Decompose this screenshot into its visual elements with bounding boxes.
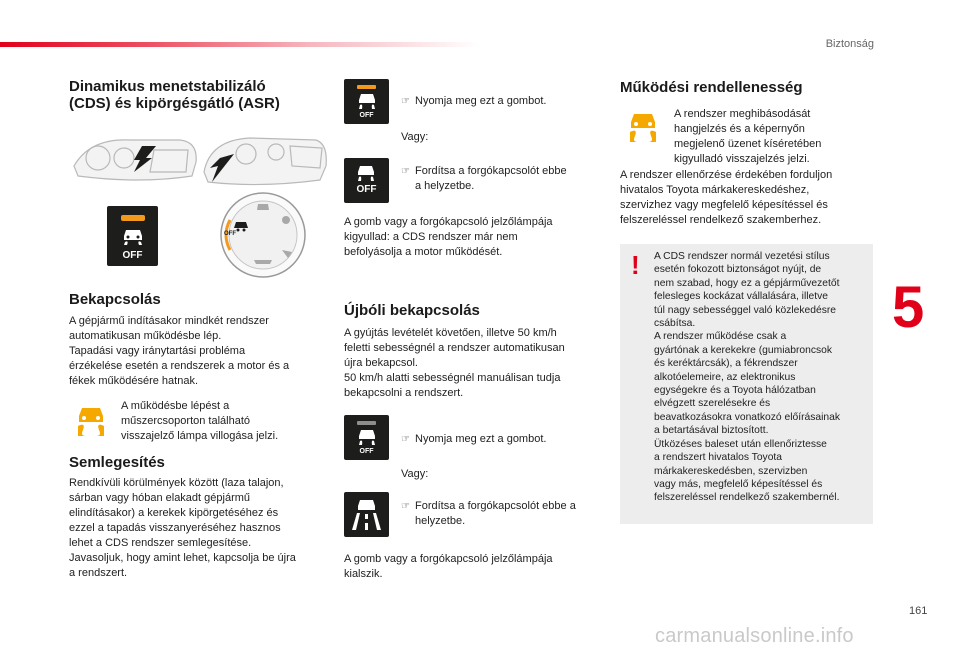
- text-line: feletti sebességnél a rendszer automatikusan: [344, 342, 565, 354]
- cds-active-icon: [626, 110, 660, 144]
- bullet-icon: ☞: [401, 434, 410, 445]
- knob-off-label: OFF: [224, 231, 236, 237]
- text-line: kigyullad: a CDS rendszer már nem: [344, 231, 518, 243]
- text-line: A gépjármű indításakor mindkét rendszer: [69, 315, 269, 327]
- heading-malfunction: Működési rendellenesség: [620, 79, 803, 96]
- text-line: A gomb vagy a forgókapcsoló jelzőlámpája: [344, 553, 553, 565]
- malfunction-text: [620, 168, 875, 228]
- heading-activation: Bekapcsolás: [69, 291, 161, 308]
- text-line: hangjelzés és a képernyőn: [674, 123, 805, 135]
- step-text: a helyzetbe.: [415, 180, 475, 192]
- text-line: Tapadási vagy iránytartási probléma: [69, 345, 246, 357]
- header-accent-bar: [0, 42, 480, 47]
- text-line: bekapcsolni a rendszert.: [344, 387, 464, 399]
- text-line: Javasoljuk, hogy amint lehet, kapcsolja be újra: [69, 552, 296, 564]
- cds-off-button-icon-2: [344, 415, 389, 460]
- off-info-text: [344, 215, 599, 260]
- text-line: csábítsa.: [654, 318, 696, 330]
- text-line: felszereléssel rendelkező szakemberhez.: [620, 214, 822, 226]
- text-line: lehet a CDS rendszer semlegesítése.: [69, 537, 252, 549]
- or-label: Vagy:: [401, 131, 429, 143]
- step-text: helyzetbe.: [415, 515, 466, 527]
- cds-off-button-illustration: [107, 206, 158, 266]
- neutralise-text: [69, 476, 324, 581]
- cds-off-icon: [357, 428, 377, 446]
- text-line: visszajelző lámpa villogása jelzi.: [121, 430, 279, 442]
- text-line: sárban vagy hóban elakadt gépjármű: [69, 492, 251, 504]
- text-line: A CDS rendszer normál vezetési stílus: [654, 251, 830, 262]
- text-line: megjelenő üzenet kíséretében: [674, 138, 822, 150]
- text-line: ezzel a tapadás visszanyeréséhez hasznos: [69, 522, 281, 534]
- text-line: újra bekapcsol.: [344, 357, 418, 369]
- page-number: 161: [909, 605, 928, 617]
- step-text: Fordítsa a forgókapcsolót ebbe: [415, 165, 567, 177]
- text-line: A gomb vagy a forgókapcsoló jelzőlámpája: [344, 216, 553, 228]
- bullet-icon: ☞: [401, 166, 410, 177]
- text-line: a betartásával biztosított.: [654, 425, 769, 437]
- step-turn-knob-2: [401, 499, 606, 529]
- warning-text: [654, 250, 872, 505]
- text-line: felszereléssel rendelkező szakembernél.: [654, 492, 840, 504]
- indicator-lamp-off: [357, 421, 376, 425]
- text-line: elindításakor) a kerekek kipörgetéséhez és: [69, 507, 279, 519]
- page-title-line-1: Dinamikus menetstabilizáló: [69, 78, 266, 95]
- off-label: OFF: [356, 184, 377, 195]
- cds-off-icon: [355, 164, 377, 182]
- indicator-lamp: [121, 215, 145, 221]
- malfunction-icon-text: [674, 107, 874, 167]
- heading-reactivation: Újbóli bekapcsolás: [344, 302, 480, 319]
- text-line: vagy más, megfelelő képesítéssel és: [654, 478, 823, 490]
- text-line: Ütközéses baleset után ellenőriztesse: [654, 438, 827, 450]
- heading-neutralise: Semlegesítés: [69, 454, 165, 471]
- text-line: műszercsoporton található: [121, 415, 251, 427]
- text-line: alkotóelemeire, az elektronikus: [654, 371, 796, 383]
- text-line: márkakereskedésben, szervizben: [654, 465, 808, 477]
- chapter-number: 5: [892, 275, 925, 340]
- text-line: A rendszer ellenőrzése érdekében forduljon: [620, 169, 833, 181]
- dashboard-illustration: [70, 132, 330, 192]
- knob-normal-position-icon: [344, 492, 389, 537]
- or-label: Vagy:: [401, 468, 429, 480]
- text-line: A rendszer működése csak a: [654, 331, 787, 343]
- step-text: Fordítsa a forgókapcsolót ebbe a: [415, 500, 576, 512]
- text-line: 50 km/h alatti sebességnél manuálisan tudja: [344, 372, 561, 384]
- text-line: túl nagy sebességgel való közlekedésre: [654, 304, 837, 316]
- reactivation-info-text: [344, 552, 599, 582]
- text-line: kigyulladó visszajelzés jelzi.: [674, 153, 810, 165]
- warning-box: [620, 244, 873, 524]
- step-text: Nyomja meg ezt a gombot.: [415, 433, 547, 445]
- text-line: A működésbe lépést a: [121, 400, 230, 412]
- text-line: és keréktárcsák), a fékrendszer: [654, 358, 798, 370]
- text-line: befolyásolja a motor működését.: [344, 246, 503, 258]
- section-title: Biztonság: [825, 38, 874, 50]
- text-line: felesleges kockázat vállalására, illetve: [654, 291, 828, 303]
- activation-note: [121, 399, 321, 444]
- warning-exclamation-icon: !: [631, 250, 640, 280]
- cds-off-button-icon-1: [344, 79, 389, 124]
- cds-off-icon: [357, 92, 377, 110]
- page-title: [69, 78, 280, 112]
- text-line: hivatalos Toyota márkakereskedéshez,: [620, 184, 810, 196]
- step-press-button-2: [401, 432, 546, 447]
- text-line: a rendszert hivatalos Toyota: [654, 452, 783, 464]
- off-label: OFF: [122, 250, 143, 261]
- text-line: automatikusan működésbe lép.: [69, 330, 222, 342]
- text-line: szervizhez vagy megfelelő képesítéssel és: [620, 199, 828, 211]
- knob-off-position-icon: [344, 158, 389, 203]
- text-line: gyártónak a kerekekre (gumiabroncsok: [654, 344, 832, 356]
- text-line: fékek működésére hatnak.: [69, 375, 199, 387]
- watermark: carmanualsonline.info: [655, 625, 854, 647]
- text-line: kialszik.: [344, 568, 383, 580]
- car-lane-icon: [351, 498, 382, 531]
- text-line: A rendszer meghibásodását: [674, 108, 811, 120]
- cds-off-icon: [121, 226, 145, 246]
- off-label: OFF: [359, 448, 374, 455]
- page-title-line-2: (CDS) és kipörgésgátló (ASR): [69, 95, 280, 112]
- text-line: Rendkívüli körülmények között (laza talajon,: [69, 477, 284, 489]
- text-line: elvégzett szerelésekre és: [654, 398, 771, 410]
- text-line: esetén fokozott biztonságot nyújt, de: [654, 264, 822, 276]
- step-press-button: [401, 94, 546, 109]
- text-line: nem szabad, hogy ez a gépjárművezetőt: [654, 277, 840, 289]
- text-line: egységekre és a Toyota hálózatban: [654, 385, 816, 397]
- text-line: beavatkozásokra vonatkozó előírásainak: [654, 411, 841, 423]
- step-text: Nyomja meg ezt a gombot.: [415, 95, 547, 107]
- text-line: A gyújtás levételét követően, illetve 50 km/h: [344, 327, 557, 339]
- bullet-icon: ☞: [401, 96, 410, 107]
- text-line: a rendszert.: [69, 567, 128, 579]
- reactivation-text: [344, 326, 604, 401]
- cds-active-icon: [74, 404, 108, 438]
- indicator-lamp: [357, 85, 376, 89]
- step-turn-knob: [401, 164, 601, 194]
- bullet-icon: ☞: [401, 501, 410, 512]
- text-line: érzékelése esetén a rendszerek a motor és a: [69, 360, 290, 372]
- activation-text: [69, 314, 319, 389]
- off-label: OFF: [359, 112, 374, 119]
